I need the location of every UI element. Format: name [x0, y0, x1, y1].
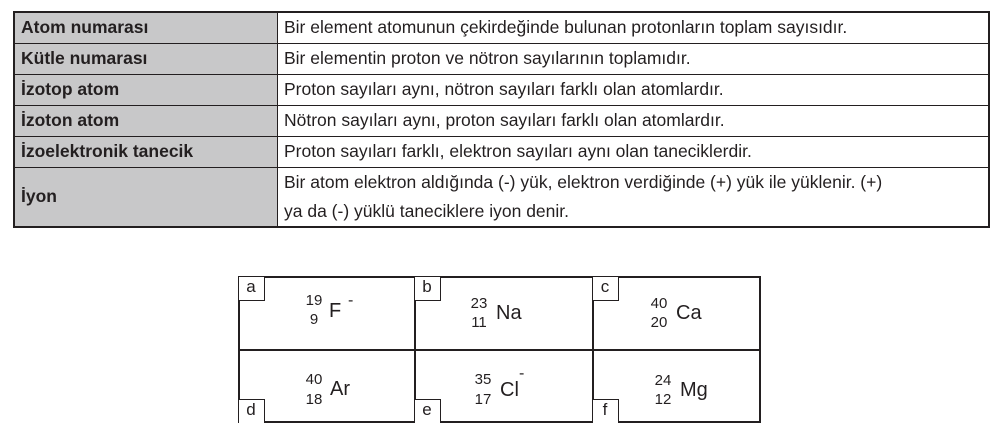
option-label: d — [239, 399, 265, 423]
atomic-number: 17 — [474, 391, 492, 408]
definition-line: Bir atom elektron aldığında (-) yük, elektron verdiğinde (+) yük ile yüklenir. (+) — [284, 171, 883, 192]
definition-cell: Nötron sayıları aynı, proton sayıları farklı olan atomlardır. — [278, 105, 990, 136]
option-label: b — [415, 277, 441, 301]
term-cell: İzoton atom — [14, 105, 278, 136]
mass-number: 24 — [654, 372, 672, 389]
element-symbol: Na — [496, 302, 522, 324]
table-row — [14, 136, 989, 167]
table-row — [14, 105, 989, 136]
table-row — [14, 74, 989, 105]
species-cell-d — [240, 351, 414, 421]
definition-line: ya da (-) yüklü taneciklere iyon denir. — [284, 200, 569, 221]
definition-cell — [278, 167, 990, 227]
mass-number: 40 — [650, 295, 668, 312]
ion-charge: - — [519, 365, 525, 382]
element-symbol: Cl — [500, 379, 519, 401]
mass-number: 23 — [470, 295, 488, 312]
species-cell-a — [240, 278, 414, 349]
atomic-number: 9 — [309, 311, 319, 328]
definition-cell: Proton sayıları aynı, nötron sayıları farklı olan atomlardır. — [278, 74, 990, 105]
element-symbol: Ca — [676, 302, 702, 324]
atomic-number: 20 — [650, 314, 668, 331]
term-cell: Atom numarası — [14, 12, 278, 43]
option-label: c — [593, 277, 619, 301]
mass-number: 40 — [305, 371, 323, 388]
term-cell: İzotop atom — [14, 74, 278, 105]
table-row — [14, 12, 989, 43]
definition-cell: Proton sayıları farklı, elektron sayıları aynı olan taneciklerdir. — [278, 136, 990, 167]
option-label: e — [415, 399, 441, 423]
term-cell: Kütle numarası — [14, 43, 278, 74]
definition-cell: Bir element atomunun çekirdeğinde bulunan protonların toplam sayısıdır. — [278, 12, 990, 43]
species-grid — [238, 276, 761, 423]
table-row — [14, 167, 989, 227]
ion-charge: - — [348, 292, 354, 309]
mass-number: 35 — [474, 371, 492, 388]
element-symbol: Ar — [330, 378, 350, 400]
element-symbol: F — [329, 300, 342, 322]
definition-cell: Bir elementin proton ve nötron sayılarının toplamıdır. — [278, 43, 990, 74]
table-row — [14, 43, 989, 74]
species-cell-e — [416, 351, 592, 421]
atomic-number: 12 — [654, 391, 672, 408]
option-label: a — [239, 277, 265, 301]
element-symbol: Mg — [680, 379, 708, 401]
term-cell: İzoelektronik tanecik — [14, 136, 278, 167]
atomic-number: 11 — [471, 314, 487, 331]
definitions-table — [13, 11, 990, 228]
option-label: f — [593, 399, 619, 423]
species-cell-f — [594, 351, 761, 421]
species-cell-b — [416, 278, 592, 349]
term-cell: İyon — [14, 167, 278, 227]
mass-number: 19 — [305, 292, 323, 309]
atomic-number: 18 — [305, 391, 323, 408]
species-cell-c — [594, 278, 761, 349]
